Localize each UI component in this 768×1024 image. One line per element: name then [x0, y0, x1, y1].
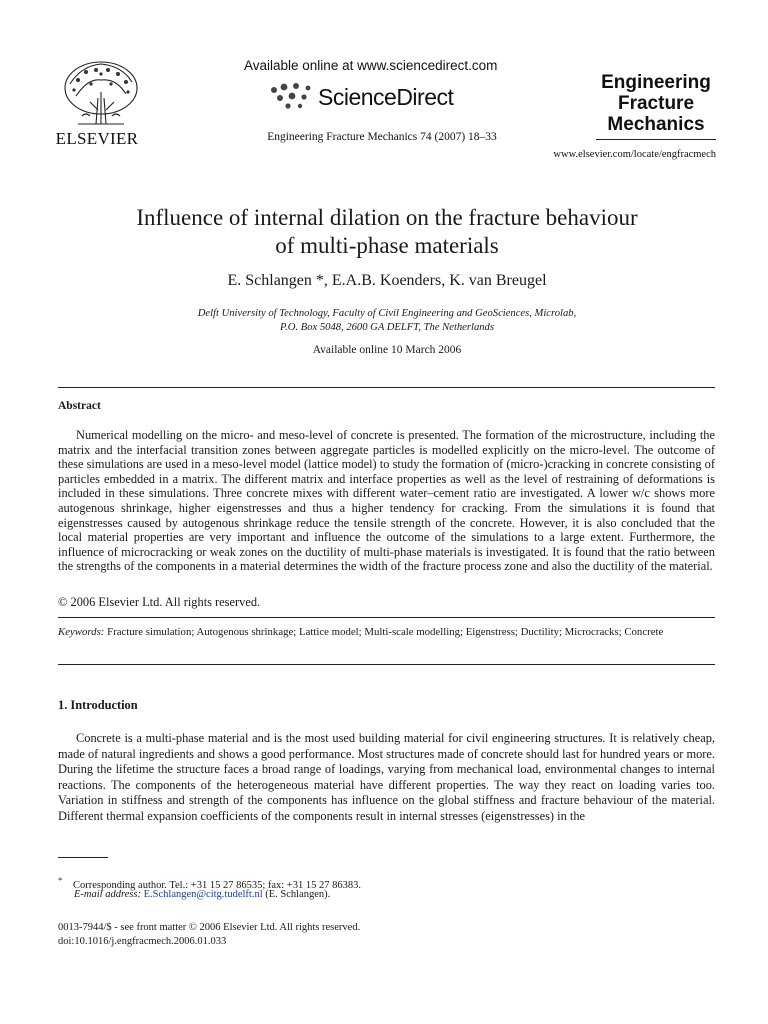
- top-divider: [58, 387, 715, 388]
- keywords-divider: [58, 664, 715, 665]
- doi-link[interactable]: doi:10.1016/j.engfracmech.2006.01.033: [58, 936, 227, 947]
- journal-name-line: Engineering: [601, 72, 711, 93]
- abstract-divider: [58, 617, 715, 618]
- article-title-line: Influence of internal dilation on the fracture behaviour: [136, 205, 638, 230]
- abstract-heading: Abstract: [58, 400, 101, 412]
- keywords-list: Fracture simulation; Autogenous shrinkage; Lattice model; Multi-scale modelling; Eigenstress; Ductility; Microcracks; Concrete: [107, 626, 664, 638]
- footnote-email: [58, 889, 330, 900]
- section-heading-introduction: 1. Introduction: [58, 698, 138, 712]
- abstract-copyright: © 2006 Elsevier Ltd. All rights reserved.: [58, 595, 261, 609]
- journal-name-underline: [596, 139, 716, 140]
- email-suffix: (E. Schlangen).: [265, 889, 331, 900]
- journal-url-link[interactable]: www.elsevier.com/locate/engfracmech: [553, 149, 716, 160]
- available-online-text: Available online at www.sciencedirect.com: [244, 58, 498, 73]
- email-label: E-mail address:: [74, 889, 141, 900]
- journal-name-line: Fracture: [617, 93, 695, 114]
- available-online-date: Available online 10 March 2006: [312, 344, 462, 356]
- journal-name-line: Mechanics: [607, 114, 705, 135]
- publisher-name: ELSEVIER: [55, 129, 139, 148]
- abstract-text: Numerical modelling on the micro- and meso-level of concrete is presented. The formation of the microstructure, including the matrix and the interfacial transition zones between aggregate particles is modelled explicitly on the micro-level. The outcome of these simulations are used in a meso-level model (lattice model) to study the formation of (micro-)cracking in concrete consisting of particles embedded in a matrix. The different matrix and interface properties as well as the level of restraining of deformations is included in these simulations. Three concrete mixes with different water–cement ratio are investigated. A lower w/c shows more autogenous shrinkage, higher eigenstresses and thus a higher tendency for cracking. From the simulations it is found that eigenstresses caused by autogenous shrinkage reduce the tensile strength of the concrete. However, it is also concluded that the local material properties are very important and influence the outcome of the simulations to a large extent. Furthermore, the influence of microcracking or weak zones on the ductility of multi-phase materials is investigated. It is found that the ratio between the strengths of the components in a material determines the width of the fracture process zone and also the ductility of the material.: [58, 428, 715, 574]
- sciencedirect-logo-text: ScienceDirect: [318, 84, 454, 110]
- author-affiliation: [60, 307, 714, 335]
- journal-name-logo: [586, 72, 726, 135]
- author-email-link[interactable]: E.Schlangen@citg.tudelft.nl: [143, 889, 263, 900]
- article-authors: E. Schlangen *, E.A.B. Koenders, K. van Breugel: [227, 272, 547, 289]
- introduction-text: Concrete is a multi-phase material and is the most used building material for civil engineering structures. It is relatively cheap, made of natural ingredients and shows a good performance. Most structures made of concrete should last for hundred years or more. During the lifetime the structure faces a broad range of loadings, varying from mechanical load, environmental changes to internal reactions. The components of the heterogeneous material have different properties. The way they react on loading varies too. Variation in stiffness and strength of the components has influence on the global stiffness and fracture behaviour of the material. Different thermal expansion coefficients of the components result in internal stresses (eigenstresses) in the: [58, 731, 715, 823]
- affiliation-line: Delft University of Technology, Faculty of Civil Engineering and GeoSciences, Microlab,: [197, 308, 577, 319]
- article-title: [60, 204, 714, 260]
- sciencedirect-dots-icon: [266, 82, 314, 112]
- article-title-line: of multi-phase materials: [275, 233, 499, 258]
- journal-reference: Engineering Fracture Mechanics 74 (2007) 18–33: [267, 131, 497, 143]
- keywords-label: Keywords:: [58, 626, 105, 638]
- keywords: [58, 625, 715, 639]
- affiliation-line: P.O. Box 5048, 2600 GA DELFT, The Netherlands: [280, 322, 494, 333]
- front-matter-note: 0013-7944/$ - see front matter © 2006 Elsevier Ltd. All rights reserved.: [58, 922, 361, 933]
- footnote-marker: *: [58, 875, 63, 885]
- footnote-divider: [58, 857, 108, 858]
- corresponding-author-text: Corresponding author. Tel.: +31 15 27 86535; fax: +31 15 27 86383.: [73, 879, 361, 891]
